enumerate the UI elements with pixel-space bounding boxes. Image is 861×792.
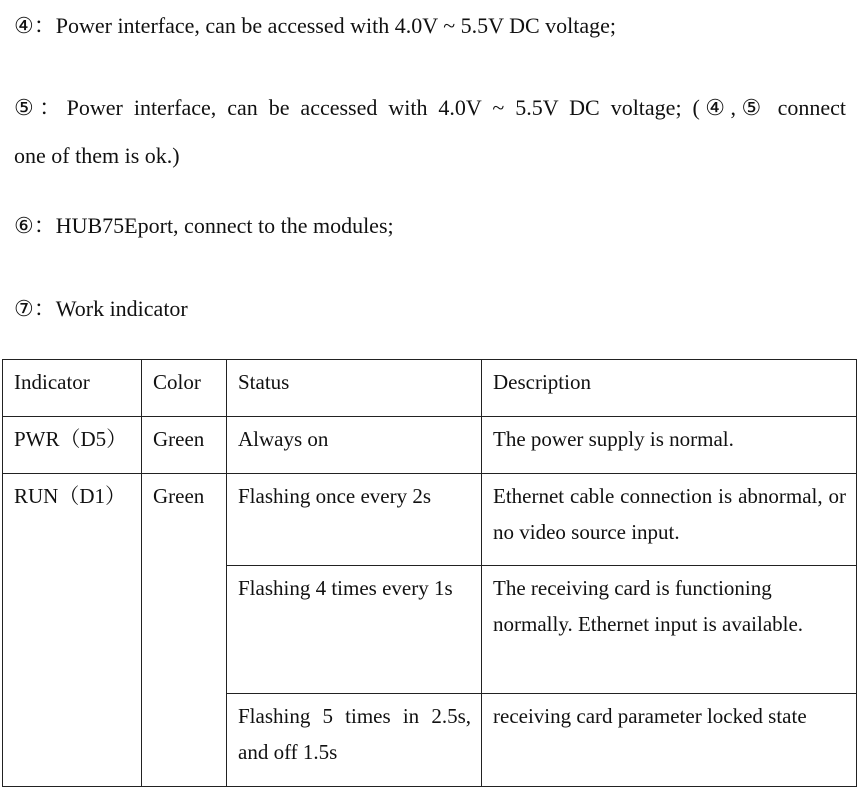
- item-5-continuation: one of them is ok.): [14, 143, 180, 168]
- header-description: Description: [482, 360, 857, 417]
- item-6-text: HUB75Eport, connect to the modules;: [55, 213, 394, 238]
- header-status: Status: [227, 360, 482, 417]
- item-7: [14, 285, 188, 333]
- pwr-status: Always on: [227, 417, 482, 474]
- pwr-color: Green: [142, 417, 227, 474]
- header-color: Color: [142, 360, 227, 417]
- indicator-table: [2, 359, 857, 787]
- item-5-marker: ⑤：: [14, 95, 67, 120]
- pwr-indicator: PWR（D5）: [3, 417, 142, 474]
- item-4: [14, 2, 616, 50]
- item-5: [14, 84, 846, 132]
- table-row: [3, 417, 857, 474]
- run-indicator: RUN（D1）: [3, 474, 142, 787]
- table-header-row: [3, 360, 857, 417]
- item-5-text: Power interface, can be accessed with 4.0V ~ 5.5V DC voltage; (④,⑤ connect: [66, 95, 846, 120]
- run-color: Green: [142, 474, 227, 787]
- header-indicator: Indicator: [3, 360, 142, 417]
- run-status-1: Flashing once every 2s: [227, 474, 482, 566]
- run-status-3: Flashing 5 times in 2.5s, and off 1.5s: [227, 694, 482, 787]
- item-4-text: Power interface, can be accessed with 4.0V ~ 5.5V DC voltage;: [55, 13, 617, 38]
- item-4-marker: ④：: [14, 13, 56, 38]
- table-row: [3, 474, 857, 566]
- run-description-3: receiving card parameter locked state: [482, 694, 857, 787]
- pwr-description: The power supply is normal.: [482, 417, 857, 474]
- item-6: [14, 202, 394, 250]
- item-7-marker: ⑦：: [14, 296, 56, 321]
- item-6-marker: ⑥：: [14, 213, 56, 238]
- run-description-2: The receiving card is functioning normally. Ethernet input is available.: [482, 566, 857, 694]
- run-description-1: Ethernet cable connection is abnormal, or no video source input.: [482, 474, 857, 566]
- run-status-2: Flashing 4 times every 1s: [227, 566, 482, 694]
- item-7-text: Work indicator: [55, 296, 188, 321]
